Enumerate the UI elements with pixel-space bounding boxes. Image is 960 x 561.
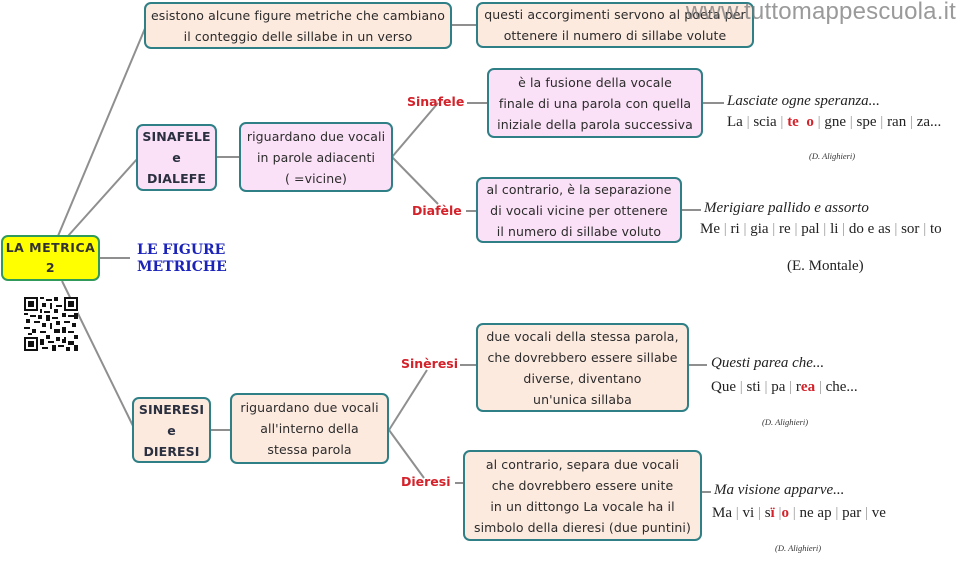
branch-label-diafele: Diafèle [412,203,462,218]
category-line: DIERESI [143,443,200,459]
definition-line: un'unica sillaba [533,391,632,407]
intro-box-line: il conteggio delle sillabe in un verso [183,28,413,44]
example-syllables: Que | sti | pa | rea | che... [711,379,858,395]
definition-line: al contrario, separa due vocali [485,456,680,472]
author-alighieri: (D. Alighieri) [775,543,822,553]
definition-line: il numero di sillabe voluto [496,223,662,239]
category-line: SINERESI [138,401,205,417]
intro-box-line: esistono alcune figure metriche che cambiano [150,7,446,23]
syllable: pal [801,221,820,237]
syllable: ri [730,221,740,237]
syllable: li [830,221,839,237]
example-verse: Merigiare pallido e assorto [704,200,869,216]
syllable-highlight: rea [795,379,816,395]
syllable: za... [916,114,942,130]
syllable: vi [742,505,755,521]
syllable: La [727,114,743,130]
description-same-word[interactable] [230,393,389,464]
category-line: DIALEFE [147,171,206,186]
syllable: to [929,221,942,237]
definition-diafele[interactable] [476,177,682,243]
syllable-highlight: o [781,505,789,521]
definition-line: iniziale della parola successiva [497,116,693,132]
example-syllables: Ma | vi | sï |o | ne ap | par | ve [712,505,886,521]
syllable: sor [901,221,920,237]
example-verse: Questi parea che... [711,355,825,371]
definition-line: simbolo della dieresi (due puntini) [474,519,691,535]
watermark: www.tuttomappescuola.it [685,0,956,25]
description-line: riguardano due vocali [246,128,386,144]
syllable: ne ap [799,505,832,521]
definition-sinafele[interactable] [487,68,703,138]
qr-code-icon [24,297,78,351]
syllable: scia [753,114,777,130]
intro-box-line: ottenere il numero di sillabe volute [503,28,727,43]
definition-line: che dovrebbero essere sillabe [487,349,678,365]
author-alighieri: (D. Alighieri) [809,151,856,161]
syllable: Ma [712,505,732,521]
category-line: SINAFELE [142,129,211,144]
description-line: stessa parola [267,442,352,457]
syllable-highlight: te o [787,114,814,130]
description-line: riguardano due vocali [240,400,379,415]
root-title: LA METRICA [5,240,96,255]
description-line: all'interno della [260,421,359,436]
example-syllables: La | scia | te o | gne | spe | ran | za... [727,114,942,130]
author-alighieri: (D. Alighieri) [762,417,809,427]
definition-line: in un dittongo La vocale ha il [490,498,675,514]
topic-title-line2: METRICHE [137,259,227,275]
definition-line: che dovrebbero essere unite [491,477,674,493]
example-dieresi [714,482,886,522]
definition-line: finale di una parola con quella [498,95,692,111]
branch-label-sineresi: Sinèresi [401,356,459,371]
syllable-highlight: sï [764,505,775,521]
definition-line: è la fusione della vocale [518,74,672,90]
author-montale: (E. Montale) [787,258,864,274]
syllable: re [779,221,791,237]
category-sineresi-dieresi[interactable] [132,397,211,463]
syllable: Me [700,221,720,237]
branch-label-dieresi: Dieresi [401,474,451,489]
root-node-la-metrica[interactable] [1,235,100,281]
syllable: gia [750,221,769,237]
category-sinafele-dialefe[interactable] [136,124,217,191]
syllable: ve [871,505,886,521]
syllable: par [842,505,862,521]
example-verse: Ma visione apparve... [714,482,845,498]
syllable: che... [825,379,858,395]
syllable: sti [746,379,761,395]
syllable: pa [771,379,786,395]
category-line: e [167,422,176,438]
description-line: ( =vicine) [284,170,348,186]
syllable: ran [887,114,907,130]
definition-line: al contrario, è la separazione [486,181,672,197]
syllable: Que [711,379,736,395]
description-line: in parole adiacenti [256,149,376,165]
example-diafele [700,200,942,238]
intro-box-figures[interactable] [144,2,452,49]
example-syllables: Me | ri | gia | re | pal | li | do e as | sor | to [700,221,942,237]
definition-line: di vocali vicine per ottenere [490,202,668,218]
topic-title [137,242,227,276]
definition-line: due vocali della stessa parola, [486,328,679,344]
example-sineresi [711,355,858,396]
topic-title-line1: LE FIGURE [137,242,226,258]
root-number: 2 [45,260,56,275]
example-verse: Lasciate ogne speranza... [727,93,880,109]
definition-sineresi[interactable] [476,323,689,412]
definition-dieresi[interactable] [463,450,702,541]
description-adjacent-vowels[interactable] [239,122,393,192]
syllable: gne [824,114,847,130]
category-line: e [172,150,181,165]
branch-label-sinafele: Sinafele [407,94,465,109]
definition-line: diverse, diventano [523,370,642,386]
example-sinafele [727,93,941,131]
syllable: spe [856,114,877,130]
intro-box-line: questi accorgimenti servono al poeta per [484,7,746,22]
syllable: do e as [848,221,891,237]
